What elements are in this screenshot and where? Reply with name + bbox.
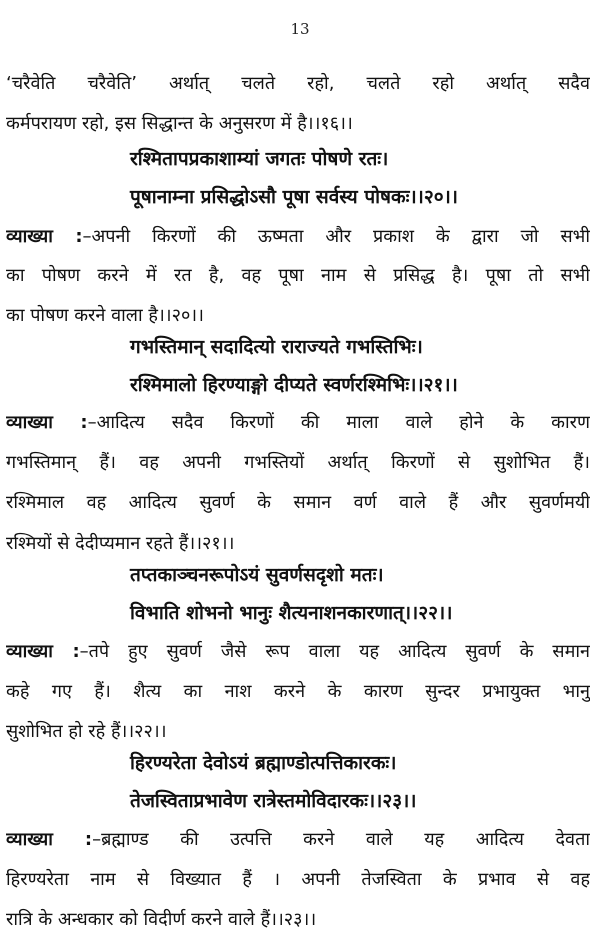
commentary-label: व्याख्या : bbox=[6, 412, 88, 433]
commentary-line: रात्रि के अन्धकार को विदीर्ण करने वाले हैं।।२३।। bbox=[6, 909, 317, 930]
commentary-label: व्याख्या : bbox=[6, 829, 93, 850]
verse-line: तप्तकाञ्चनरूपोऽयं सुवर्णसदृशो मतः। bbox=[130, 564, 384, 586]
commentary-text: –तपे हुए सुवर्ण जैसे रूप वाला यह आदित्य सुवर्ण के समान bbox=[79, 641, 590, 662]
commentary-line: रश्मिमाल वह आदित्य सुवर्ण के समान वर्ण वाले हैं और सुवर्णमयी bbox=[6, 492, 590, 513]
commentary-line: गभस्तिमान् हैं। वह अपनी गभस्तियों अर्थात् किरणों से सुशोभित हैं। bbox=[6, 452, 590, 473]
paragraph-line: ‘चरैवेति चरैवेति’ अर्थात् चलते रहो, चलते रहो अर्थात् सदैव bbox=[6, 73, 590, 94]
commentary-line bbox=[6, 411, 590, 435]
commentary-text: –आदित्य सदैव किरणों की माला वाले होने के कारण bbox=[87, 412, 590, 433]
verse-line: तेजस्विताप्रभावेण रात्रेस्तमोविदारकः।।२३।। bbox=[130, 790, 417, 812]
commentary-line: का पोषण करने में रत है, वह पूषा नाम से प्रसिद्ध है। पूषा तो सभी bbox=[6, 265, 590, 286]
commentary-line bbox=[6, 828, 590, 852]
commentary-text: –ब्रह्माण्ड की उत्पत्ति करने वाले यह आदित्य देवता bbox=[92, 829, 590, 850]
verse-line: हिरण्यरेता देवोऽयं ब्रह्माण्डोत्पत्तिकारकः। bbox=[130, 752, 397, 774]
commentary-line: रश्मियों से देदीप्यमान रहते हैं।।२१।। bbox=[6, 533, 235, 554]
commentary-line: कहे गए हैं। शैत्य का नाश करने के कारण सुन्दर प्रभायुक्त भानु bbox=[6, 681, 590, 702]
verse-line: रश्मितापप्रकाशाम्यां जगतः पोषणे रतः। bbox=[130, 148, 389, 170]
commentary-line bbox=[6, 640, 590, 664]
verse-line: पूषानाम्ना प्रसिद्धोऽसौ पूषा सर्वस्य पोषकः।।२०।। bbox=[130, 186, 459, 208]
commentary-label: व्याख्या : bbox=[6, 226, 83, 247]
commentary-label: व्याख्या : bbox=[6, 641, 80, 662]
commentary-line: सुशोभित हो रहे हैं।।२२।। bbox=[6, 721, 167, 742]
verse-line: विभाति शोभनो भानुः शैत्यनाशनकारणात्।।२२।। bbox=[130, 602, 453, 624]
commentary-line bbox=[6, 225, 590, 249]
commentary-line: हिरण्यरेता नाम से विख्यात हैं । अपनी तेजस्विता के प्रभाव से वह bbox=[6, 869, 590, 890]
commentary-text: –अपनी किरणों की ऊष्मता और प्रकाश के द्वारा जो सभी bbox=[82, 226, 590, 247]
commentary-line: का पोषण करने वाला है।।२०।। bbox=[6, 305, 204, 326]
page-number: 13 bbox=[290, 20, 310, 38]
verse-line: रश्मिमालो हिरण्याङ्गो दीप्यते स्वर्णरश्मिभिः।।२१।। bbox=[130, 374, 458, 396]
paragraph-line: कर्मपरायण रहो, इस सिद्धान्त के अनुसरण में है।।१६।। bbox=[6, 113, 353, 134]
verse-line: गभस्तिमान् सदादित्यो राराज्यते गभस्तिभिः। bbox=[130, 336, 423, 358]
